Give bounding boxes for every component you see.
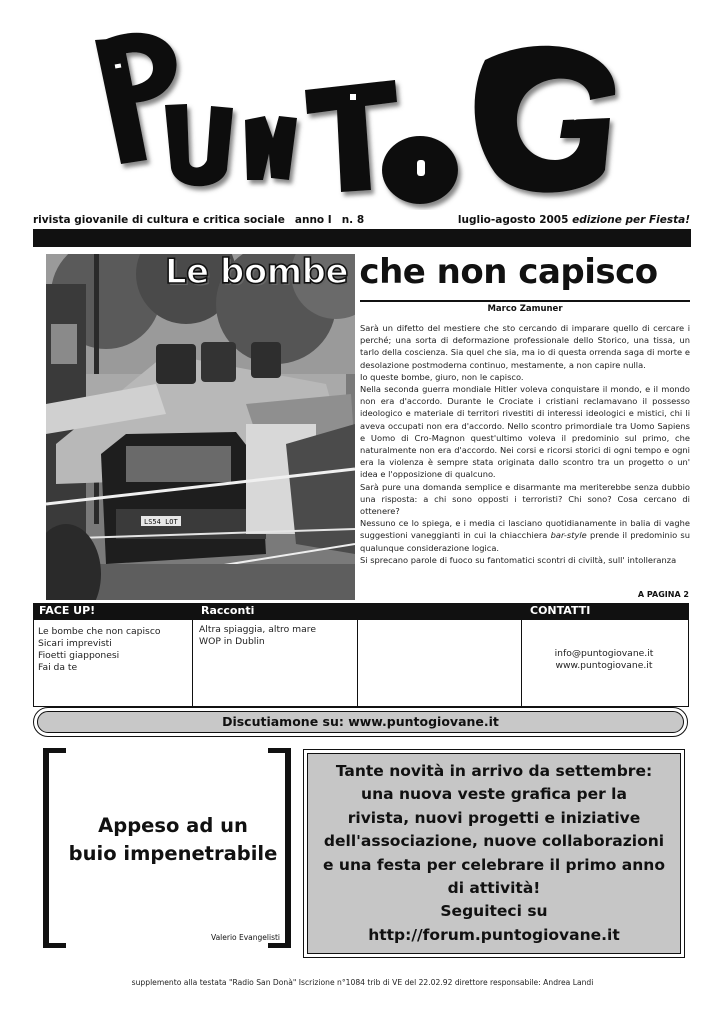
- magazine-description: rivista giovanile di cultura e critica sociale: [33, 214, 285, 226]
- discussion-link[interactable]: Discutiamone su: www.puntogiovane.it: [37, 711, 684, 733]
- paragraph-text: Nessuno ce lo spiega, e i media ci lasciano quotidianamente in balia di vaghe suggestioni vaneggianti in cui la chiacchiera: [360, 518, 690, 541]
- issue-date: luglio-agosto 2005: [457, 214, 569, 226]
- contents-list-faceup: [38, 626, 161, 674]
- article-paragraph: Io queste bombe, giuro, non le capisco.: [360, 371, 524, 382]
- contents-divider: [521, 620, 522, 707]
- article-headline: [165, 252, 658, 292]
- contents-divider: [192, 620, 193, 707]
- contents-list-contatti: [523, 648, 685, 672]
- masthead-logo: [75, 20, 655, 210]
- announcement-line: e una festa per celebrare il primo anno: [323, 855, 665, 874]
- story-title-line: Appeso ad un: [98, 814, 248, 837]
- logo-graphic: [75, 20, 655, 210]
- announcement-line: Tante novità in arrivo da settembre:: [335, 762, 653, 780]
- forum-link[interactable]: http://forum.puntogiovane.it: [368, 925, 620, 944]
- article-author: Marco Zamuner: [487, 304, 563, 314]
- contents-heading-contatti: CONTATTI: [530, 604, 591, 617]
- contents-heading-faceup: FACE UP!: [39, 604, 96, 617]
- contents-item[interactable]: Le bombe che non capisco: [38, 626, 161, 637]
- contents-item[interactable]: WOP in Dublin: [199, 636, 265, 647]
- continue-link[interactable]: A PAGINA 2: [637, 590, 689, 599]
- issue-edition: edizione per Fiesta!: [572, 214, 690, 226]
- paragraph-italic: bar-style: [550, 530, 587, 541]
- contents-item[interactable]: Fai da te: [38, 662, 78, 673]
- article-paragraph: Sarà pure una domanda semplice e disarmante ma meriterebbe senza dubbio una risposta: a chi sono opposti i terroristi? Chi sono? Cosa cercano di ottenere?: [360, 481, 690, 517]
- bus-explosion-image: [46, 254, 355, 600]
- article-paragraph: [360, 517, 690, 554]
- announcement-line: dell'associazione, nuove collaborazioni: [323, 832, 665, 851]
- contents-divider: [357, 620, 358, 707]
- issue-year: anno I: [294, 214, 332, 226]
- issue-number: n. 8: [341, 214, 365, 226]
- headline-rule: [360, 300, 690, 302]
- masthead-subline: [33, 214, 364, 226]
- contents-item[interactable]: Sicari imprevisti: [38, 638, 112, 649]
- article-paragraph: Nella seconda guerra mondiale Hitler voleva conquistare il mondo, e il mondo non era d'accordo. Durante le Crociate i cristiani reclamavano il possesso ideologico e materiale di territori rivestiti di interessi ideologici e mistici, chi li aveva occupati non era d'accordo. Nello scontro primordiale tra Uomo Sapiens e Uomo di Cro-Magnon quest'ultimo voleva il predominio sul primo, che naturalmente non era d'accordo. Nei corsi e ricorsi storici di ogni tempo e ogni era la violenza è sempre stata originata dallo scontro tra un progetto o un' idea e l'opposizione di qualcuno.: [360, 384, 690, 480]
- headline-rest: che non capisco: [348, 252, 658, 292]
- story-title-line: buio impenetrabile: [68, 842, 278, 865]
- issue-date-line: [458, 214, 690, 226]
- announcement-line: una nuova veste grafica per la: [361, 785, 627, 804]
- announcement-line: di attività!: [447, 879, 541, 898]
- contents-item[interactable]: Altra spiaggia, altro mare: [199, 624, 316, 635]
- license-plate: LS54 LOT: [144, 518, 178, 526]
- story-author: Valerio Evangelisti: [211, 933, 280, 942]
- colophon: supplemento alla testata "Radio San Donà" Iscrizione n°1084 trib di VE del 22.02.92 direttore responsabile: Andrea Landi: [131, 978, 594, 987]
- contents-list-racconti: [199, 624, 316, 648]
- article-body: [360, 322, 690, 566]
- announcement-line: rivista, nuovi progetti e iniziative: [347, 808, 641, 827]
- article-paragraph: Sarà un difetto del mestiere che sto cercando di imparare quello di cercare i perché; una sorta di deformazione professionale dello Storico, una tissa, un tarlo della coscienza. Sia quel che sia, ma io di questa orrenda saga di morte e desolazione postmoderna continuo, mestamente, a non capire nulla.: [360, 323, 690, 370]
- headline-outlined: Le bombe: [165, 252, 349, 292]
- discussion-banner: [33, 707, 688, 737]
- contents-header-bar: [33, 603, 689, 620]
- paragraph-text: prende il predominio su qualunque considerazione logica.: [360, 530, 690, 553]
- contact-email[interactable]: info@puntogiovane.it: [554, 648, 654, 659]
- story-title: [55, 812, 291, 868]
- contents-item[interactable]: Fioetti giapponesi: [38, 650, 120, 661]
- announcement-line: Seguiteci su: [440, 902, 548, 921]
- contact-website[interactable]: www.puntogiovane.it: [555, 660, 653, 671]
- masthead-band: [33, 229, 691, 247]
- contents-heading-racconti: Racconti: [201, 604, 255, 617]
- article-photo: [46, 254, 355, 600]
- announcement-text: [311, 760, 677, 947]
- article-paragraph: Si sprecano parole di fuoco su fantomatici scontri di civiltà, sull' intolleranza: [360, 554, 677, 565]
